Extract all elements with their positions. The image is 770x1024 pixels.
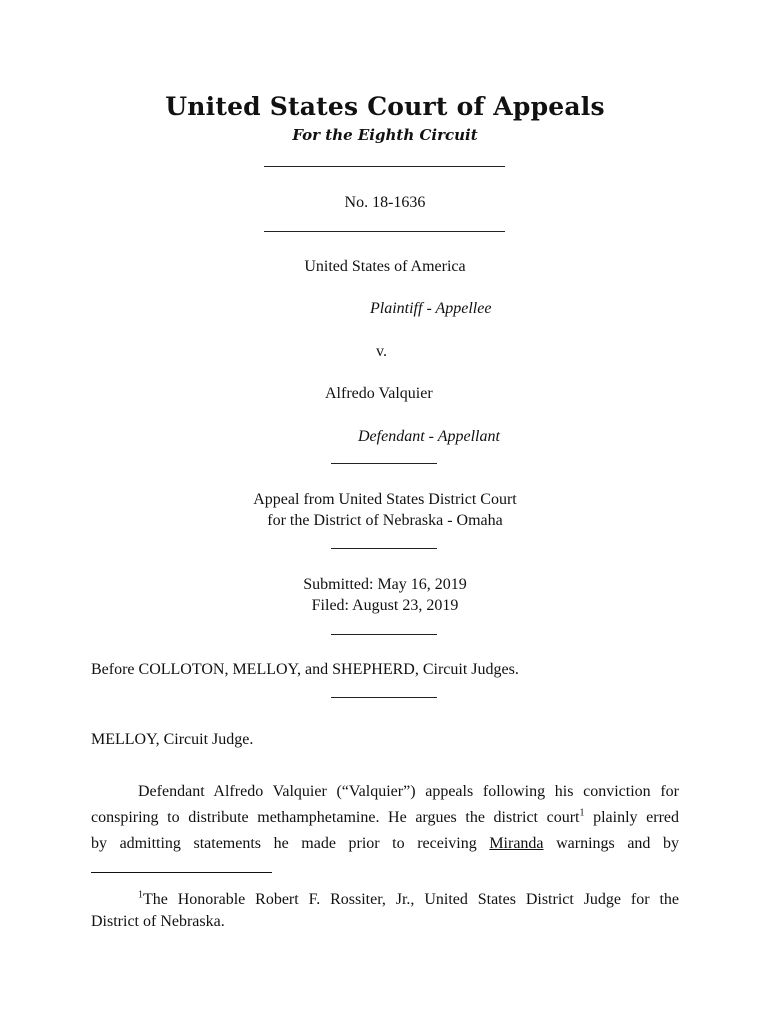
opinion-text: warnings and by [543, 835, 680, 852]
plaintiff-role: Plaintiff - Appellee [370, 300, 492, 317]
opinion-line: Defendant Alfredo Valquier (“Valquier”) appeals following his conviction for [138, 783, 679, 800]
opinion-line [91, 805, 679, 831]
footnote-text: The Honorable Robert F. Rossiter, Jr., United States District Judge for the [143, 891, 679, 908]
defendant-name: Alfredo Valquier [325, 385, 433, 402]
divider [264, 231, 505, 232]
divider [264, 166, 505, 167]
defendant-role: Defendant - Appellant [358, 428, 500, 445]
divider [331, 697, 437, 698]
appeal-line-2: for the District of Nebraska - Omaha [267, 512, 503, 529]
footnote-line: District of Nebraska. [91, 913, 225, 930]
divider [331, 463, 437, 464]
submitted-date: Submitted: May 16, 2019 [303, 576, 467, 593]
filed-date: Filed: August 23, 2019 [311, 597, 459, 614]
panel-line: Before COLLOTON, MELLOY, and SHEPHERD, Circuit Judges. [91, 661, 519, 678]
plaintiff-name: United States of America [304, 258, 466, 275]
footnote-line [91, 889, 679, 911]
case-citation: Miranda [489, 835, 544, 852]
footnote-marker: 1 [579, 807, 585, 819]
author-line: MELLOY, Circuit Judge. [91, 731, 254, 748]
opinion-paragraph [91, 779, 679, 857]
case-number: No. 18-1636 [344, 194, 426, 211]
opinion-line [91, 831, 679, 857]
footnote-number: 1 [138, 889, 143, 901]
divider [331, 634, 437, 635]
footnote [91, 889, 679, 933]
appeal-line-1: Appeal from United States District Court [253, 491, 517, 508]
court-subtitle: For the Eighth Circuit [292, 126, 478, 144]
opinion-text: plainly erred [584, 809, 680, 826]
opinion-text: by admitting statements he made prior to receiving [91, 835, 490, 852]
divider [331, 548, 437, 549]
footnote-rule [91, 872, 272, 873]
opinion-text: conspiring to distribute methamphetamine. He argues the district court [91, 809, 580, 826]
court-title: United States Court of Appeals [165, 92, 605, 121]
versus: v. [376, 343, 387, 360]
